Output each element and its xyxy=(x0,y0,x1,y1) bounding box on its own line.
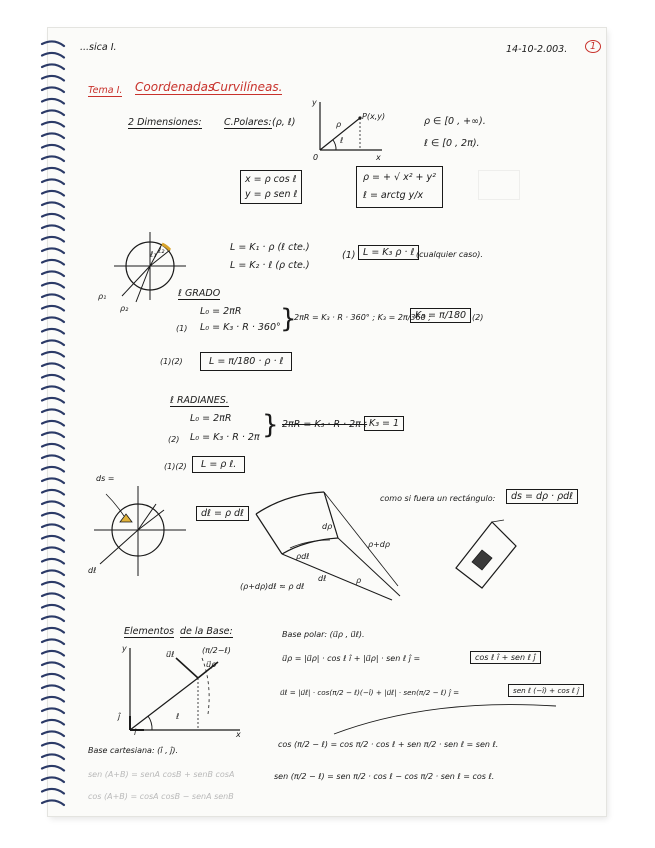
spiral-coil xyxy=(42,329,64,334)
spiral-coil xyxy=(42,570,64,575)
spiral-coil xyxy=(42,363,64,368)
range-rho: ρ ∈ [0 , +∞). xyxy=(424,116,486,127)
base-complement: (π/2−ℓ) xyxy=(202,646,231,655)
spiral-coil xyxy=(42,685,64,690)
cartesian-eqs-box xyxy=(240,170,302,204)
arc-fig-label-1: ℓ₁ xyxy=(150,250,157,259)
eq-rho: ρ = + √ x² + y² xyxy=(363,172,436,183)
radianes-tag1: (2) xyxy=(168,435,180,444)
u-rho-eq: u⃗ρ = |u⃗ρ| · cos ℓ î + |u⃗ρ| · sen ℓ ĵ = xyxy=(282,654,421,663)
spiral-coil xyxy=(42,76,64,81)
spiral-coil xyxy=(42,513,64,518)
spiral-coil xyxy=(42,145,64,150)
eq-phi: ℓ = arctg y/x xyxy=(363,190,424,201)
radianes-mid: 2πR = K₃ · R · 2π ; xyxy=(282,419,368,430)
spiral-coil xyxy=(42,662,64,667)
base-vectors-figure xyxy=(112,644,244,740)
point-label: P(x,y) xyxy=(362,112,386,121)
spiral-coil xyxy=(42,524,64,529)
polar-label: C.Polares: xyxy=(224,117,272,128)
spiral-coil xyxy=(42,674,64,679)
spiral-coil xyxy=(42,536,64,541)
ds-label: ds = xyxy=(96,474,115,483)
axis-x-label: x xyxy=(376,153,381,162)
spiral-coil xyxy=(42,708,64,713)
subject-title: ...sica I. xyxy=(80,42,117,53)
spiral-coil xyxy=(42,225,64,230)
spiral-coil xyxy=(42,754,64,759)
radianes-eq2: L₀ = K₃ · R · 2π xyxy=(190,432,260,443)
radianes-final-box: L = ρ ℓ. xyxy=(192,456,245,473)
topic-title-a: Coordenadas xyxy=(135,80,215,94)
spiral-coil xyxy=(42,720,64,725)
page-number: 1 xyxy=(585,40,601,53)
cartesian-base: Base cartesiana: (î , ĵ). xyxy=(88,746,179,755)
spiral-coil xyxy=(42,467,64,472)
radius-label: ρ xyxy=(336,120,342,129)
base-i: î xyxy=(134,728,137,737)
radianes-k-box: K₃ = 1 xyxy=(364,416,404,431)
annulus-label-4: ρ xyxy=(356,576,362,585)
spiral-coil xyxy=(42,156,64,161)
spiral-coil xyxy=(42,421,64,426)
spiral-coil xyxy=(42,731,64,736)
spiral-coil xyxy=(42,593,64,598)
spiral-coil xyxy=(42,294,64,299)
spiral-coil xyxy=(42,283,64,288)
dim2-heading: 2 Dimensiones: xyxy=(128,117,202,128)
u-rho-box: cos ℓ î + sen ℓ ĵ xyxy=(470,651,541,664)
base-title-a: Elementos xyxy=(124,626,175,637)
radianes-title: ℓ RADIANES. xyxy=(170,395,229,406)
eq-y: y = ρ sen ℓ xyxy=(245,189,298,200)
spiral-coil xyxy=(42,306,64,311)
spiral-coil xyxy=(42,628,64,633)
spiral-coil xyxy=(42,87,64,92)
base-u-phi: u⃗ℓ xyxy=(166,650,175,659)
arc-eq1: L = K₁ · ρ (ℓ cte.) xyxy=(230,242,310,253)
spiral-coil xyxy=(42,122,64,127)
base-axis-y: y xyxy=(122,644,127,653)
angle-label: ℓ xyxy=(340,136,344,145)
spiral-coil xyxy=(42,766,64,771)
spiral-coil xyxy=(42,352,64,357)
spiral-coil xyxy=(42,340,64,345)
base-title-b: de la Base: xyxy=(180,626,233,637)
spiral-coil xyxy=(42,432,64,437)
u-phi-eq: u⃗ℓ = |u⃗ℓ| · cos(π/2 − ℓ)(−î) + |u⃗ℓ| · sen(π/2 − ℓ) ĵ = xyxy=(280,688,460,697)
date: 14-10-2.003. xyxy=(506,44,568,55)
spiral-coil xyxy=(42,133,64,138)
spiral-coil xyxy=(42,777,64,782)
spiral-coil xyxy=(42,478,64,483)
grado-mid: 2πR = K₃ · R · 360° ; K₃ = 2π/360 ; xyxy=(294,313,431,322)
u-phi-box: sen ℓ (−î) + cos ℓ ĵ xyxy=(508,684,584,697)
dl-label: dℓ xyxy=(88,566,97,575)
spiral-coil xyxy=(42,455,64,460)
spiral-coil xyxy=(42,490,64,495)
spiral-coil xyxy=(42,639,64,644)
spiral-coil xyxy=(42,582,64,587)
spiral-coil xyxy=(42,547,64,552)
ds-box: ds = dρ · ρdℓ xyxy=(506,489,578,504)
sum-identity-cos: cos (A+B) = cosA cosB − senA senB xyxy=(88,792,234,801)
annulus-label-2: ρ+dρ xyxy=(368,540,390,549)
axis-y-label: y xyxy=(312,98,317,107)
reference-arrow xyxy=(330,700,560,736)
radianes-combo-tag: (1)(2) xyxy=(164,462,187,471)
small-sector-figure xyxy=(452,518,524,592)
grado-tag2: (2) xyxy=(472,313,484,322)
spiral-coil xyxy=(42,110,64,115)
spiral-coil xyxy=(42,191,64,196)
spiral-coil xyxy=(42,248,64,253)
spiral-coil xyxy=(42,444,64,449)
polar-eqs-box xyxy=(356,166,443,208)
range-phi: ℓ ∈ [0 , 2π). xyxy=(424,138,480,149)
spiral-coil xyxy=(42,214,64,219)
grado-eq2: L₀ = K₃ · R · 360° xyxy=(200,322,281,333)
spiral-coil xyxy=(42,409,64,414)
spiral-coil xyxy=(42,99,64,104)
eq-x: x = ρ cos ℓ xyxy=(245,174,297,185)
polar-base: Base polar: (u⃗ρ , u⃗ℓ). xyxy=(282,630,365,639)
spiral-coil xyxy=(42,559,64,564)
dl-box: dℓ = ρ dℓ xyxy=(196,506,249,521)
spiral-coil xyxy=(42,697,64,702)
radianes-brace: } xyxy=(262,410,279,440)
grado-title: ℓ GRADO xyxy=(178,288,221,299)
origin-label: 0 xyxy=(313,153,319,162)
spiral-coil xyxy=(42,375,64,380)
arc-note: (cualquier caso). xyxy=(416,250,483,259)
grado-brace: } xyxy=(280,304,297,334)
arc-fig-label-4: ρ₂ xyxy=(120,304,129,313)
base-j: ĵ xyxy=(118,712,121,721)
annulus-label-5: dℓ xyxy=(318,574,327,583)
spiral-coil xyxy=(42,53,64,58)
arc-eq2: L = K₂ · ℓ (ρ cte.) xyxy=(230,260,310,271)
spiral-coil xyxy=(42,317,64,322)
arc-tag: (1) xyxy=(342,250,356,261)
spiral-coil xyxy=(42,260,64,265)
spiral-coil xyxy=(42,800,64,805)
base-u-rho: u⃗ρ xyxy=(206,660,217,669)
sum-identity-sen: sen (A+B) = senA cosB + senB cosA xyxy=(88,770,235,779)
grado-combo-tag: (1)(2) xyxy=(160,357,183,366)
spiral-coil xyxy=(42,616,64,621)
grado-k-box: K₃ = π/180 xyxy=(410,308,471,323)
base-axis-x: x xyxy=(236,730,241,739)
spiral-coil xyxy=(42,168,64,173)
spiral-coil xyxy=(42,501,64,506)
grado-final-box: L = π/180 · ρ · ℓ xyxy=(200,352,292,371)
arc-fig-label-2: ℓ₂ xyxy=(158,246,165,255)
spiral-coil xyxy=(42,271,64,276)
rectangle-note: como si fuera un rectángulo: xyxy=(380,494,496,503)
bleed-through xyxy=(478,170,520,200)
differential-circle-figure xyxy=(86,480,190,580)
arc-result-box: L = K₃ ρ · ℓ xyxy=(358,245,419,260)
cos-identity: cos (π/2 − ℓ) = cos π/2 · cos ℓ + sen π/2 · sen ℓ = sen ℓ. xyxy=(278,740,499,749)
spiral-coil xyxy=(42,41,64,46)
arc-fig-label-3: ρ₁ xyxy=(98,292,107,301)
spiral-coil xyxy=(42,605,64,610)
grado-eq1: L₀ = 2πR xyxy=(200,306,242,317)
base-angle: ℓ xyxy=(176,712,180,721)
annulus-label-3: ρdℓ xyxy=(296,552,310,561)
spiral-coil xyxy=(42,651,64,656)
spiral-coil xyxy=(42,398,64,403)
grado-tag1: (1) xyxy=(176,324,188,333)
spiral-coil xyxy=(42,789,64,794)
sector-circle-figure xyxy=(100,226,190,308)
polar-axes-figure xyxy=(310,98,390,160)
spiral-binding xyxy=(40,38,66,808)
spiral-coil xyxy=(42,743,64,748)
spiral-coil xyxy=(42,386,64,391)
annulus-label-6: (ρ+dρ)dℓ ≈ ρ dℓ xyxy=(240,582,305,591)
topic-title-b: Curvilíneas. xyxy=(212,80,283,94)
radianes-eq1: L₀ = 2πR xyxy=(190,413,232,424)
sen-identity: sen (π/2 − ℓ) = sen π/2 · cos ℓ − cos π/2 · sen ℓ = cos ℓ. xyxy=(274,772,495,781)
spiral-coil xyxy=(42,202,64,207)
polar-pair: (ρ, ℓ) xyxy=(272,117,296,128)
spiral-coil xyxy=(42,179,64,184)
spiral-coil xyxy=(42,237,64,242)
topic-label: Tema I. xyxy=(88,85,123,96)
annulus-label-1: dρ xyxy=(322,522,333,531)
spiral-coil xyxy=(42,64,64,69)
